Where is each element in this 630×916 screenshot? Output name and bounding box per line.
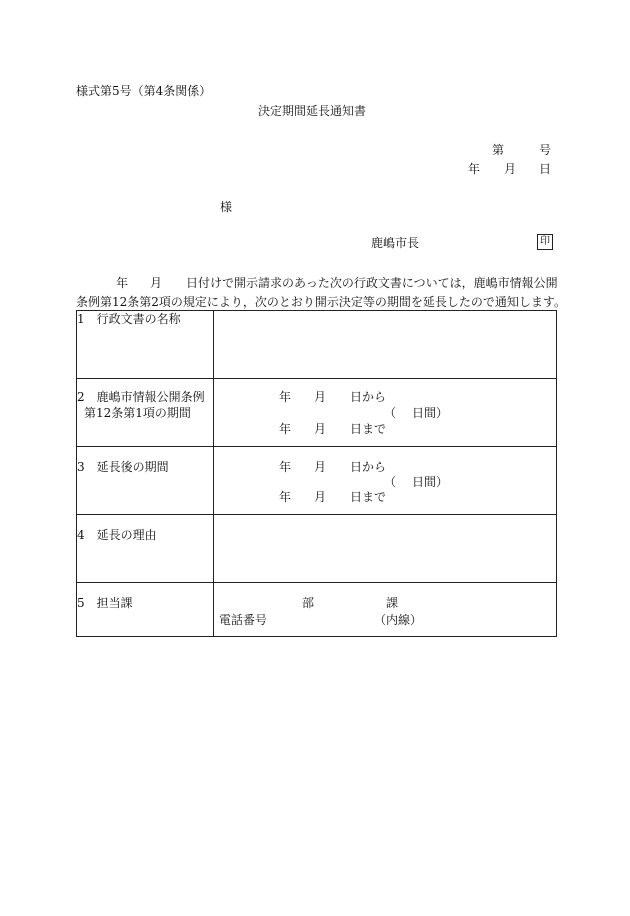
row4-value xyxy=(214,515,557,583)
row3-from-year: 年 xyxy=(279,460,292,474)
doc-number-suffix: 号 xyxy=(539,143,552,157)
row3-to-year: 年 xyxy=(279,490,292,504)
body-month: 月 xyxy=(150,276,163,290)
table-row-reason xyxy=(77,515,557,583)
row2-days-open: （ xyxy=(384,406,397,420)
table-row-document-name xyxy=(77,311,557,379)
row2-label-line2: 第12条第1項の期間 xyxy=(84,406,191,420)
row3-from-day: 日から xyxy=(350,460,387,474)
body-line1-rest: 日付けで開示請求のあった次の行政文書については，鹿嶋市情報公開 xyxy=(186,276,558,290)
row2-from-month: 月 xyxy=(314,390,327,404)
sender-name: 鹿嶋市長 xyxy=(371,236,420,250)
row4-label: 4 延長の理由 xyxy=(77,515,214,583)
row2-to-year: 年 xyxy=(279,422,292,436)
row2-from-year: 年 xyxy=(279,390,292,404)
body-year: 年 xyxy=(116,276,129,290)
row5-dept: 部 xyxy=(302,596,315,610)
row2-from-day: 日から xyxy=(350,390,387,404)
date-day: 日 xyxy=(539,162,552,176)
document-title: 決定期間延長通知書 xyxy=(258,104,367,118)
notice-body-line1 xyxy=(76,274,558,293)
details-table xyxy=(76,310,557,637)
row2-label xyxy=(77,379,214,447)
date-year: 年 xyxy=(468,162,481,176)
row1-label: 1 行政文書の名称 xyxy=(77,311,214,379)
notice-body-line2: 条例第12条第2項の規定により，次のとおり開示決定等の期間を延長したので通知します。 xyxy=(76,295,566,309)
row3-days-open: （ xyxy=(384,475,397,489)
row5-extension: （内線） xyxy=(374,613,423,627)
row1-value xyxy=(214,311,557,379)
row3-to-day: 日まで xyxy=(350,490,387,504)
form-number: 様式第5号（第4条関係） xyxy=(76,84,212,98)
row2-value xyxy=(214,379,557,447)
row5-phone-label: 電話番号 xyxy=(219,613,268,627)
row5-label: 5 担当課 xyxy=(77,583,214,637)
row3-label: 3 延長後の期間 xyxy=(77,447,214,515)
recipient-honorific: 様 xyxy=(220,200,233,214)
table-row-original-period xyxy=(77,379,557,447)
notice-body xyxy=(76,274,566,312)
table-row-extended-period xyxy=(77,447,557,515)
row2-to-day: 日まで xyxy=(350,422,387,436)
row3-value xyxy=(214,447,557,515)
row3-days-unit: 日間） xyxy=(412,475,449,489)
seal-stamp: 印 xyxy=(537,234,553,250)
table-row-department xyxy=(77,583,557,637)
row3-from-month: 月 xyxy=(314,460,327,474)
row2-days-unit: 日間） xyxy=(412,406,449,420)
doc-number-prefix: 第 xyxy=(492,143,505,157)
row2-label-line1: 2 鹿嶋市情報公開条例 xyxy=(77,390,205,404)
row5-section: 課 xyxy=(386,596,399,610)
row3-to-month: 月 xyxy=(314,490,327,504)
row5-value xyxy=(214,583,557,637)
date-month: 月 xyxy=(504,162,517,176)
row2-to-month: 月 xyxy=(314,422,327,436)
